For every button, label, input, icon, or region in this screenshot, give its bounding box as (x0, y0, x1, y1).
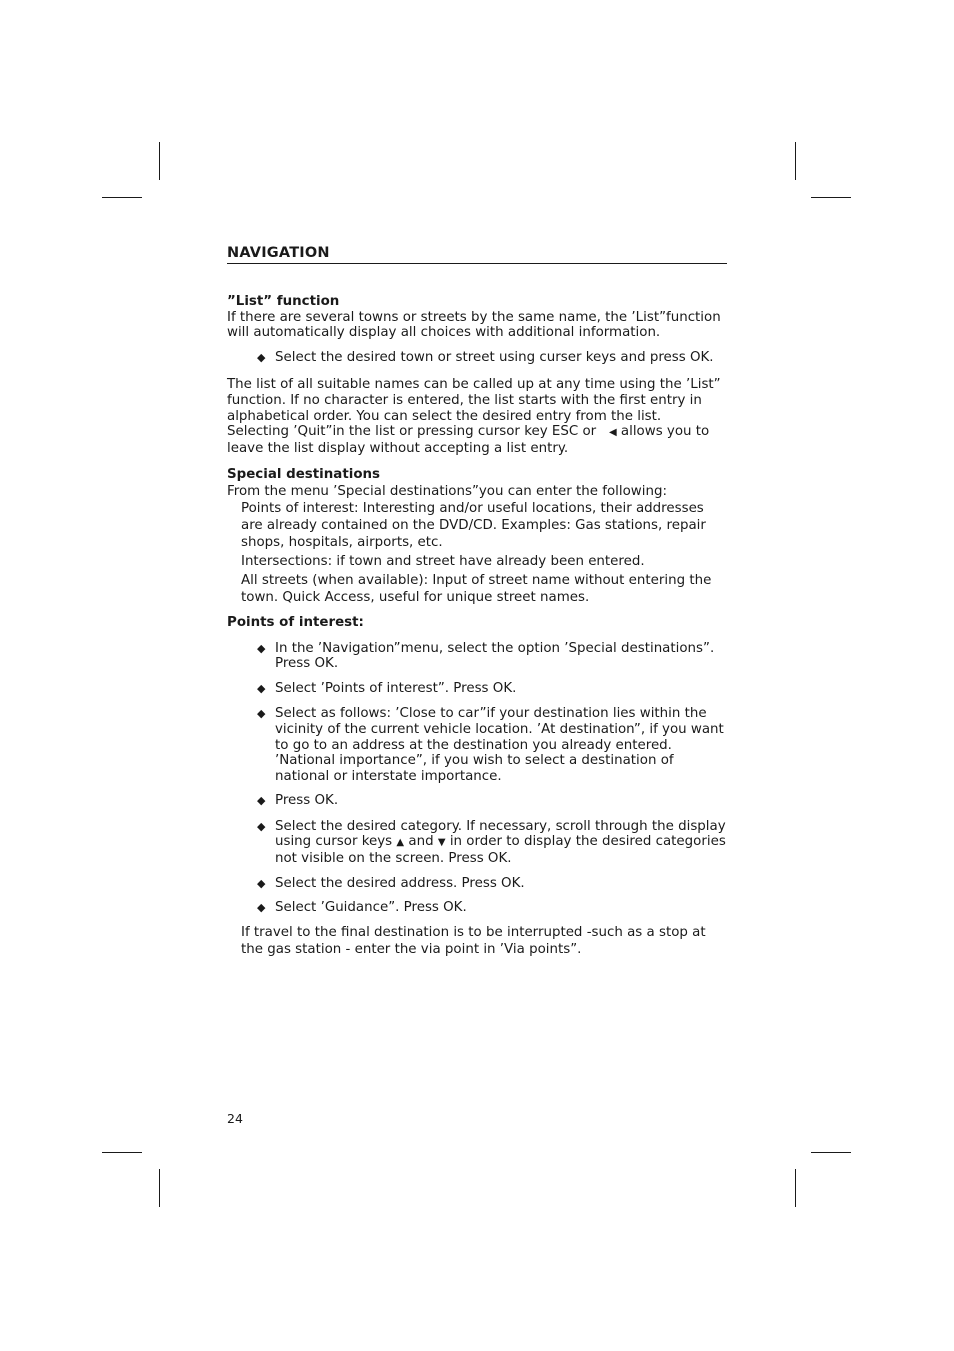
paragraph-text: The list of all suitable names can be called up at any time using the ’List” function. If no character is entered, the list starts with the first entry in alphabetical order. You can select the desired entry from the list. Selecting ’Quit”in the list or pressing cursor key ESC or (227, 377, 721, 440)
list-item (227, 706, 727, 784)
diamond-bullet-icon: ◆ (257, 901, 266, 915)
diamond-bullet-icon: ◆ (257, 876, 266, 890)
diamond-bullet-icon: ◆ (257, 819, 266, 833)
list-item-text: In the ’Navigation”menu, select the option ’Special destinations”. Press OK. (275, 640, 715, 672)
list-item (227, 641, 727, 672)
crop-mark (159, 1169, 160, 1207)
page-title: NAVIGATION (227, 244, 727, 264)
list-item (227, 876, 727, 892)
list-item (227, 681, 727, 697)
crop-mark (159, 142, 160, 180)
list-item-text-part: in order to display the desired categories not visible on the screen. Press OK. (275, 834, 726, 867)
list-item-text: Select the desired town or street using curser keys and press OK. (275, 349, 714, 365)
list-item-text: Press OK. (275, 793, 339, 809)
crop-mark (795, 1169, 796, 1207)
list-item-text: Select as follows: ’Close to car”if your destination lies within the vicinity of the current vehicle location. ’At destination”, if you want to go to an address at the destination you already entered. ’National importance”, if you wish to select a destination of national or interstate importance. (275, 706, 724, 784)
crop-mark (102, 197, 142, 198)
list-item (227, 819, 727, 867)
diamond-bullet-icon: ◆ (257, 350, 266, 364)
list-function-intro: If there are several towns or streets by the same name, the ’List”function will automatically display all choices with additional information. (227, 309, 721, 341)
diamond-bullet-icon: ◆ (257, 681, 266, 695)
crop-mark (811, 197, 851, 198)
diamond-bullet-icon: ◆ (257, 641, 266, 655)
list-item-text: Select ’Guidance”. Press OK. (275, 900, 467, 916)
list-item-text-part: Select the desired category. If necessary, scroll through the display using cursor keys (275, 818, 726, 850)
points-of-interest-heading: Points of interest: (227, 614, 364, 630)
list-item (227, 793, 727, 809)
list-item (227, 900, 727, 916)
list-function-heading: ”List” function (227, 294, 340, 309)
diamond-bullet-icon: ◆ (257, 707, 266, 721)
down-arrow-icon: ▼ (437, 837, 446, 849)
diamond-bullet-icon: ◆ (257, 794, 266, 808)
crop-mark (811, 1152, 851, 1153)
list-item-text: Select ’Points of interest”. Press OK. (275, 680, 517, 696)
list-item: Intersections: if town and street have already been entered. (241, 553, 645, 569)
crop-mark (795, 142, 796, 180)
paragraph-text: allows you to leave the list display without accepting a list entry. (227, 424, 710, 456)
special-destinations-heading: Special destinations (227, 467, 381, 483)
special-destinations-intro: From the menu ’Special destinations”you can enter the following: (227, 483, 667, 499)
list-item-text (275, 819, 726, 866)
list-item (227, 350, 727, 366)
list-function-paragraph (227, 377, 727, 456)
list-item: All streets (when available): Input of street name without entering the town. Quick Access, useful for unique street names. (241, 572, 712, 605)
page-number: 24 (227, 1111, 243, 1126)
list-item: Points of interest: Interesting and/or useful locations, their addresses are already contained on the DVD/CD. Examples: Gas stations, repair shops, hospitals, airports, etc. (241, 500, 706, 550)
up-arrow-icon: ▲ (396, 837, 405, 849)
list-item-text: Select the desired address. Press OK. (275, 875, 525, 891)
page-content (227, 244, 727, 958)
crop-mark (102, 1152, 142, 1153)
list-item-text-part: and (408, 834, 434, 850)
left-arrow-icon: ◀ (608, 427, 617, 439)
closing-paragraph: If travel to the final destination is to be interrupted -such as a stop at the gas station - enter the via point in ’Via points”. (241, 924, 706, 957)
